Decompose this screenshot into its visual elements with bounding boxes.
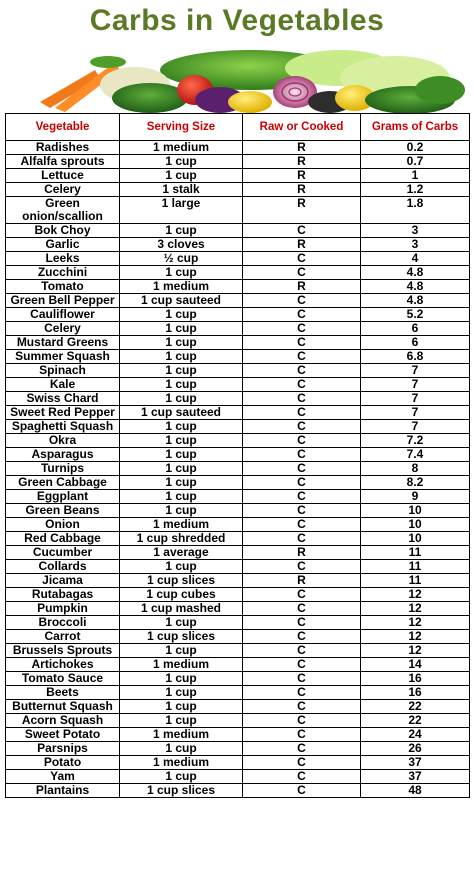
vegetable-cell: Yam bbox=[6, 770, 120, 784]
serving-size-cell: 1 average bbox=[120, 546, 243, 560]
carbs-cell: 1.8 bbox=[361, 197, 470, 224]
carbs-cell: 4.8 bbox=[361, 294, 470, 308]
vegetable-cell: Swiss Chard bbox=[6, 392, 120, 406]
table-row bbox=[6, 434, 470, 448]
table-row bbox=[6, 574, 470, 588]
table-row bbox=[6, 336, 470, 350]
serving-size-cell: 1 cup bbox=[120, 378, 243, 392]
vegetable-cell: Red Cabbage bbox=[6, 532, 120, 546]
carbs-cell: 10 bbox=[361, 518, 470, 532]
header-vegetable: Vegetable bbox=[6, 114, 120, 141]
carbs-cell: 7 bbox=[361, 392, 470, 406]
carbs-cell: 7 bbox=[361, 364, 470, 378]
raw-or-cooked-cell: C bbox=[243, 700, 361, 714]
serving-size-cell: 1 cup bbox=[120, 434, 243, 448]
raw-or-cooked-cell: C bbox=[243, 630, 361, 644]
vegetable-cell: Spaghetti Squash bbox=[6, 420, 120, 434]
raw-or-cooked-cell: C bbox=[243, 686, 361, 700]
table-row bbox=[6, 294, 470, 308]
serving-size-cell: 1 cup bbox=[120, 308, 243, 322]
table-row bbox=[6, 462, 470, 476]
carbs-cell: 10 bbox=[361, 504, 470, 518]
vegetable-cell: Broccoli bbox=[6, 616, 120, 630]
vegetable-cell: Pumpkin bbox=[6, 602, 120, 616]
carbs-cell: 8.2 bbox=[361, 476, 470, 490]
carbs-cell: 4.8 bbox=[361, 266, 470, 280]
carbs-cell: 7 bbox=[361, 420, 470, 434]
raw-or-cooked-cell: C bbox=[243, 616, 361, 630]
carbs-cell: 11 bbox=[361, 560, 470, 574]
serving-size-cell: 1 medium bbox=[120, 728, 243, 742]
serving-size-cell: 3 cloves bbox=[120, 238, 243, 252]
table-row bbox=[6, 602, 470, 616]
raw-or-cooked-cell: C bbox=[243, 364, 361, 378]
raw-or-cooked-cell: C bbox=[243, 532, 361, 546]
vegetable-cell: Cauliflower bbox=[6, 308, 120, 322]
raw-or-cooked-cell: C bbox=[243, 336, 361, 350]
raw-or-cooked-cell: C bbox=[243, 728, 361, 742]
carbs-cell: 16 bbox=[361, 686, 470, 700]
carbs-cell: 0.2 bbox=[361, 141, 470, 155]
raw-or-cooked-cell: C bbox=[243, 588, 361, 602]
table-row bbox=[6, 392, 470, 406]
raw-or-cooked-cell: C bbox=[243, 490, 361, 504]
serving-size-cell: 1 cup slices bbox=[120, 784, 243, 798]
carbs-cell: 3 bbox=[361, 238, 470, 252]
header-grams-of-carbs: Grams of Carbs bbox=[361, 114, 470, 141]
table-row bbox=[6, 406, 470, 420]
serving-size-cell: 1 cup bbox=[120, 322, 243, 336]
raw-or-cooked-cell: C bbox=[243, 784, 361, 798]
serving-size-cell: 1 cup bbox=[120, 616, 243, 630]
raw-or-cooked-cell: C bbox=[243, 518, 361, 532]
vegetable-cell: Collards bbox=[6, 560, 120, 574]
serving-size-cell: 1 cup sauteed bbox=[120, 406, 243, 420]
serving-size-cell: 1 cup bbox=[120, 770, 243, 784]
raw-or-cooked-cell: C bbox=[243, 448, 361, 462]
carbs-cell: 7 bbox=[361, 378, 470, 392]
serving-size-cell: 1 cup bbox=[120, 644, 243, 658]
serving-size-cell: 1 cup bbox=[120, 714, 243, 728]
raw-or-cooked-cell: R bbox=[243, 238, 361, 252]
vegetable-cell: Kale bbox=[6, 378, 120, 392]
carbs-cell: 22 bbox=[361, 714, 470, 728]
vegetable-cell: Butternut Squash bbox=[6, 700, 120, 714]
table-row bbox=[6, 770, 470, 784]
carbs-cell: 6.8 bbox=[361, 350, 470, 364]
raw-or-cooked-cell: C bbox=[243, 308, 361, 322]
carbs-cell: 7.4 bbox=[361, 448, 470, 462]
raw-or-cooked-cell: R bbox=[243, 280, 361, 294]
table-row bbox=[6, 420, 470, 434]
vegetable-cell: Beets bbox=[6, 686, 120, 700]
raw-or-cooked-cell: C bbox=[243, 266, 361, 280]
raw-or-cooked-cell: R bbox=[243, 155, 361, 169]
table-row bbox=[6, 280, 470, 294]
table-row bbox=[6, 238, 470, 252]
raw-or-cooked-cell: C bbox=[243, 294, 361, 308]
serving-size-cell: 1 cup mashed bbox=[120, 602, 243, 616]
carbs-cell: 7 bbox=[361, 406, 470, 420]
table-row bbox=[6, 448, 470, 462]
vegetable-cell: Lettuce bbox=[6, 169, 120, 183]
table-row bbox=[6, 266, 470, 280]
page-title: Carbs in Vegetables bbox=[89, 4, 385, 37]
carbs-cell: 4.8 bbox=[361, 280, 470, 294]
carbs-cell: 1.2 bbox=[361, 183, 470, 197]
raw-or-cooked-cell: C bbox=[243, 644, 361, 658]
vegetable-cell: Asparagus bbox=[6, 448, 120, 462]
carbs-cell: 14 bbox=[361, 658, 470, 672]
carbs-cell: 37 bbox=[361, 756, 470, 770]
serving-size-cell: ½ cup bbox=[120, 252, 243, 266]
serving-size-cell: 1 cup slices bbox=[120, 630, 243, 644]
raw-or-cooked-cell: C bbox=[243, 420, 361, 434]
raw-or-cooked-cell: C bbox=[243, 434, 361, 448]
table-row bbox=[6, 350, 470, 364]
table-row bbox=[6, 686, 470, 700]
vegetable-cell: Tomato Sauce bbox=[6, 672, 120, 686]
table-row bbox=[6, 378, 470, 392]
serving-size-cell: 1 cup bbox=[120, 700, 243, 714]
carbs-cell: 12 bbox=[361, 588, 470, 602]
raw-or-cooked-cell: C bbox=[243, 406, 361, 420]
vegetable-cell: Eggplant bbox=[6, 490, 120, 504]
serving-size-cell: 1 cup sauteed bbox=[120, 294, 243, 308]
raw-or-cooked-cell: C bbox=[243, 476, 361, 490]
vegetable-cell: Sweet Red Pepper bbox=[6, 406, 120, 420]
table-row bbox=[6, 532, 470, 546]
table-row bbox=[6, 588, 470, 602]
raw-or-cooked-cell: R bbox=[243, 546, 361, 560]
serving-size-cell: 1 cup bbox=[120, 350, 243, 364]
vegetable-cell: Carrot bbox=[6, 630, 120, 644]
carbs-cell: 9 bbox=[361, 490, 470, 504]
vegetable-cell: Summer Squash bbox=[6, 350, 120, 364]
table-row bbox=[6, 197, 470, 224]
raw-or-cooked-cell: R bbox=[243, 141, 361, 155]
table-row bbox=[6, 183, 470, 197]
raw-or-cooked-cell: C bbox=[243, 350, 361, 364]
serving-size-cell: 1 cup bbox=[120, 364, 243, 378]
serving-size-cell: 1 medium bbox=[120, 658, 243, 672]
vegetable-cell: Alfalfa sprouts bbox=[6, 155, 120, 169]
table-row bbox=[6, 322, 470, 336]
carbs-cell: 7.2 bbox=[361, 434, 470, 448]
carbs-cell: 12 bbox=[361, 630, 470, 644]
header-raw-or-cooked: Raw or Cooked bbox=[243, 114, 361, 141]
vegetable-cell: Green Beans bbox=[6, 504, 120, 518]
carbs-table bbox=[5, 113, 470, 798]
vegetable-cell: Onion bbox=[6, 518, 120, 532]
vegetable-cell: Parsnips bbox=[6, 742, 120, 756]
carbs-cell: 12 bbox=[361, 602, 470, 616]
raw-or-cooked-cell: C bbox=[243, 714, 361, 728]
carbs-cell: 4 bbox=[361, 252, 470, 266]
vegetable-cell: Bok Choy bbox=[6, 224, 120, 238]
serving-size-cell: 1 large bbox=[120, 197, 243, 224]
vegetable-cell: Okra bbox=[6, 434, 120, 448]
raw-or-cooked-cell: C bbox=[243, 756, 361, 770]
serving-size-cell: 1 cup bbox=[120, 420, 243, 434]
serving-size-cell: 1 cup bbox=[120, 392, 243, 406]
raw-or-cooked-cell: C bbox=[243, 742, 361, 756]
carbs-cell: 5.2 bbox=[361, 308, 470, 322]
table-row bbox=[6, 476, 470, 490]
carbs-cell: 10 bbox=[361, 532, 470, 546]
table-row bbox=[6, 490, 470, 504]
table-row bbox=[6, 658, 470, 672]
carbs-cell: 3 bbox=[361, 224, 470, 238]
vegetable-cell: Sweet Potato bbox=[6, 728, 120, 742]
raw-or-cooked-cell: C bbox=[243, 504, 361, 518]
table-row bbox=[6, 672, 470, 686]
table-row bbox=[6, 155, 470, 169]
table-row bbox=[6, 141, 470, 155]
carbs-cell: 0.7 bbox=[361, 155, 470, 169]
table-row bbox=[6, 364, 470, 378]
table-row bbox=[6, 518, 470, 532]
table-body bbox=[6, 141, 470, 798]
table-row bbox=[6, 224, 470, 238]
serving-size-cell: 1 cup bbox=[120, 686, 243, 700]
vegetable-cell: Green onion/scallion bbox=[6, 197, 120, 224]
table-row bbox=[6, 714, 470, 728]
table-row bbox=[6, 630, 470, 644]
table-row bbox=[6, 560, 470, 574]
serving-size-cell: 1 cup bbox=[120, 448, 243, 462]
vegetable-cell: Leeks bbox=[6, 252, 120, 266]
raw-or-cooked-cell: C bbox=[243, 602, 361, 616]
raw-or-cooked-cell: C bbox=[243, 252, 361, 266]
table-row bbox=[6, 546, 470, 560]
carbs-cell: 37 bbox=[361, 770, 470, 784]
table-row bbox=[6, 756, 470, 770]
serving-size-cell: 1 medium bbox=[120, 518, 243, 532]
table-row bbox=[6, 169, 470, 183]
serving-size-cell: 1 cup bbox=[120, 504, 243, 518]
carbs-cell: 22 bbox=[361, 700, 470, 714]
vegetable-cell: Green Bell Pepper bbox=[6, 294, 120, 308]
serving-size-cell: 1 medium bbox=[120, 756, 243, 770]
vegetable-cell: Turnips bbox=[6, 462, 120, 476]
serving-size-cell: 1 cup bbox=[120, 490, 243, 504]
vegetable-cell: Mustard Greens bbox=[6, 336, 120, 350]
raw-or-cooked-cell: R bbox=[243, 197, 361, 224]
vegetable-cell: Potato bbox=[6, 756, 120, 770]
vegetable-cell: Spinach bbox=[6, 364, 120, 378]
serving-size-cell: 1 medium bbox=[120, 141, 243, 155]
table-row bbox=[6, 308, 470, 322]
vegetable-cell: Rutabagas bbox=[6, 588, 120, 602]
carbs-cell: 6 bbox=[361, 336, 470, 350]
serving-size-cell: 1 cup bbox=[120, 266, 243, 280]
carbs-cell: 11 bbox=[361, 574, 470, 588]
serving-size-cell: 1 cup bbox=[120, 672, 243, 686]
table-row bbox=[6, 644, 470, 658]
raw-or-cooked-cell: R bbox=[243, 574, 361, 588]
serving-size-cell: 1 cup bbox=[120, 155, 243, 169]
vegetable-cell: Cucumber bbox=[6, 546, 120, 560]
carbs-cell: 6 bbox=[361, 322, 470, 336]
carbs-cell: 24 bbox=[361, 728, 470, 742]
carbs-cell: 8 bbox=[361, 462, 470, 476]
vegetable-cell: Celery bbox=[6, 322, 120, 336]
table-row bbox=[6, 252, 470, 266]
serving-size-cell: 1 cup bbox=[120, 169, 243, 183]
raw-or-cooked-cell: C bbox=[243, 322, 361, 336]
vegetable-cell: Celery bbox=[6, 183, 120, 197]
raw-or-cooked-cell: R bbox=[243, 169, 361, 183]
raw-or-cooked-cell: C bbox=[243, 224, 361, 238]
vegetable-cell: Brussels Sprouts bbox=[6, 644, 120, 658]
carbs-cell: 48 bbox=[361, 784, 470, 798]
serving-size-cell: 1 cup bbox=[120, 476, 243, 490]
vegetable-cell: Green Cabbage bbox=[6, 476, 120, 490]
table-row bbox=[6, 616, 470, 630]
vegetable-cell: Artichokes bbox=[6, 658, 120, 672]
serving-size-cell: 1 cup bbox=[120, 560, 243, 574]
raw-or-cooked-cell: C bbox=[243, 378, 361, 392]
raw-or-cooked-cell: C bbox=[243, 672, 361, 686]
vegetable-cell: Acorn Squash bbox=[6, 714, 120, 728]
vegetable-cell: Garlic bbox=[6, 238, 120, 252]
vegetables-banner-image bbox=[0, 50, 474, 113]
header-serving-size: Serving Size bbox=[120, 114, 243, 141]
carbs-cell: 16 bbox=[361, 672, 470, 686]
serving-size-cell: 1 cup bbox=[120, 462, 243, 476]
serving-size-cell: 1 cup cubes bbox=[120, 588, 243, 602]
raw-or-cooked-cell: C bbox=[243, 462, 361, 476]
vegetable-cell: Jicama bbox=[6, 574, 120, 588]
table-row bbox=[6, 504, 470, 518]
table-row bbox=[6, 742, 470, 756]
raw-or-cooked-cell: C bbox=[243, 658, 361, 672]
carbs-cell: 26 bbox=[361, 742, 470, 756]
serving-size-cell: 1 cup bbox=[120, 224, 243, 238]
serving-size-cell: 1 cup bbox=[120, 742, 243, 756]
serving-size-cell: 1 stalk bbox=[120, 183, 243, 197]
vegetable-cell: Tomato bbox=[6, 280, 120, 294]
serving-size-cell: 1 cup shredded bbox=[120, 532, 243, 546]
serving-size-cell: 1 medium bbox=[120, 280, 243, 294]
vegetable-cell: Plantains bbox=[6, 784, 120, 798]
serving-size-cell: 1 cup slices bbox=[120, 574, 243, 588]
table-row bbox=[6, 784, 470, 798]
carbs-cell: 1 bbox=[361, 169, 470, 183]
raw-or-cooked-cell: C bbox=[243, 392, 361, 406]
raw-or-cooked-cell: C bbox=[243, 560, 361, 574]
vegetable-cell: Radishes bbox=[6, 141, 120, 155]
carbs-cell: 11 bbox=[361, 546, 470, 560]
serving-size-cell: 1 cup bbox=[120, 336, 243, 350]
table-row bbox=[6, 700, 470, 714]
vegetable-cell: Zucchini bbox=[6, 266, 120, 280]
carbs-cell: 12 bbox=[361, 644, 470, 658]
carbs-cell: 12 bbox=[361, 616, 470, 630]
raw-or-cooked-cell: R bbox=[243, 183, 361, 197]
table-header-row bbox=[6, 114, 470, 141]
table-row bbox=[6, 728, 470, 742]
raw-or-cooked-cell: C bbox=[243, 770, 361, 784]
